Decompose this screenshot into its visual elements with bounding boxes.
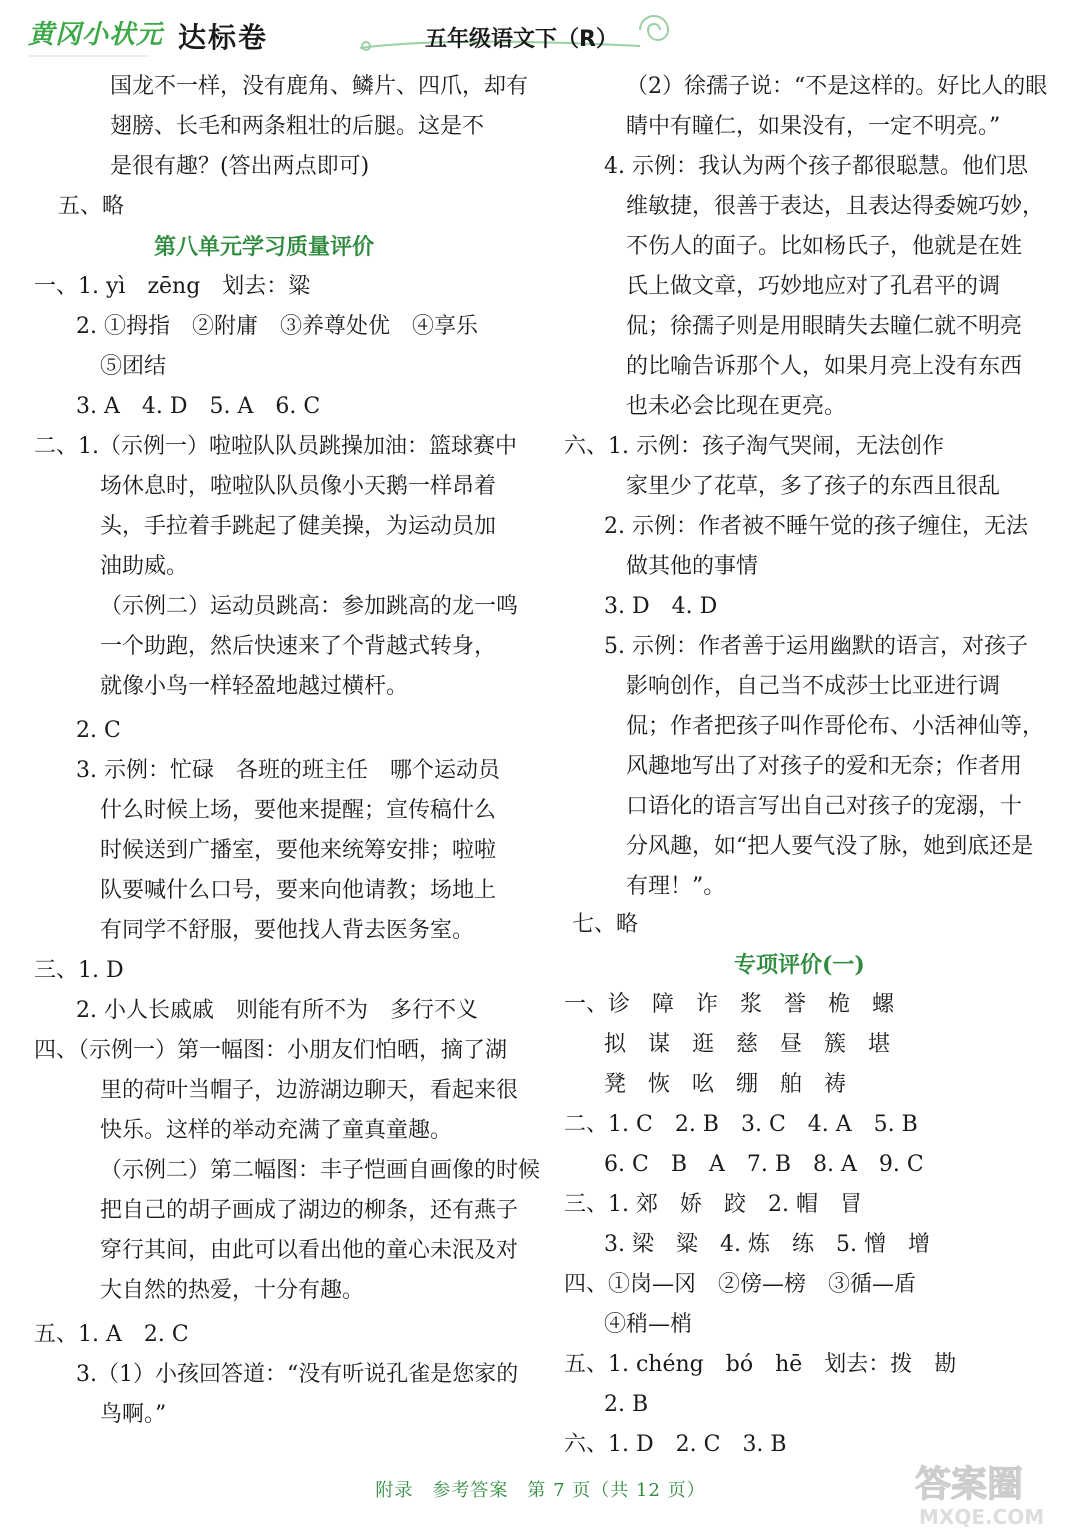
answer-line: 什么时候上场，要他来提醒；宣传稿什么: [100, 798, 497, 823]
answer-line: 做其他的事情: [626, 554, 759, 579]
watermark-logo: [905, 1452, 1075, 1532]
answer-line: 3.（1）小孩回答道：“没有听说孔雀是您家的: [76, 1362, 519, 1387]
answer-line: 6. C B A 7. B 8. A 9. C: [604, 1152, 924, 1177]
brand-logo: 黄冈小状元: [28, 20, 164, 50]
answer-line: 二、1.（示例一）啦啦队队员跳操加油：篮球赛中: [34, 434, 517, 459]
answer-line: 一个助跑，然后快速来了个背越式转身，: [100, 634, 497, 659]
answer-line: 维敏捷，很善于表达，且表达得委婉巧妙，: [626, 194, 1045, 219]
answer-line: 头，手拉着手跳起了健美操，为运动员加: [100, 514, 497, 539]
section-title: 专项评价(一): [734, 952, 865, 978]
answer-line: 侃；作者把孩子叫作哥伦布、小活神仙等，: [626, 714, 1045, 739]
answer-line: 时候送到广播室，要他来统筹安排；啦啦: [100, 838, 497, 863]
answer-line: 3. 梁 粱 4. 炼 练 5. 憎 增: [604, 1232, 930, 1257]
answer-line: 2. 示例：作者被不睡午觉的孩子缠住，无法: [604, 514, 1028, 539]
watermark-url: MXQE.COM: [919, 1505, 1045, 1529]
answer-line: 油助威。: [100, 554, 189, 579]
answer-line: 就像小鸟一样轻盈地越过横杆。: [100, 674, 409, 699]
answer-line: （示例二）第二幅图：丰子恺画自画像的时候: [100, 1158, 541, 1183]
answer-line: ④稍—梢: [604, 1312, 693, 1337]
answer-line: 2. 小人长戚戚 则能有所不为 多行不义: [76, 998, 478, 1023]
answer-line: 有同学不舒服，要他找人背去医务室。: [100, 918, 475, 943]
page-header: [0, 0, 1081, 62]
answer-line: 一、1. yì zēng 划去：粱: [34, 274, 311, 299]
answer-line: 分风趣，如“把人要气没了脉，她到底还是: [626, 834, 1034, 859]
answer-line: 影响创作，自己当不成莎士比亚进行调: [626, 674, 1001, 699]
answer-line: 睛中有瞳仁，如果没有，一定不明亮。”: [626, 114, 1001, 139]
answer-line: 大自然的热爱，十分有趣。: [100, 1278, 365, 1303]
answer-line: 3. 示例：忙碌 各班的班主任 哪个运动员: [76, 758, 500, 783]
answer-line: ⑤团结: [100, 354, 167, 379]
answer-line: 凳 恢 吆 绷 舶 祷: [604, 1072, 847, 1097]
answer-line: 口语化的语言写出自己对孩子的宠溺，十: [626, 794, 1023, 819]
answer-line: 氏上做文章，巧妙地应对了孔君平的调: [626, 274, 1001, 299]
answer-line: 的比喻告诉那个人，如果月亮上没有东西: [626, 354, 1023, 379]
answer-line: 风趣地写出了对孩子的爱和无奈；作者用: [626, 754, 1023, 779]
answer-line: 4. 示例：我认为两个孩子都很聪慧。他们思: [604, 154, 1028, 179]
grade-title: 五年级语文下（R）: [425, 27, 618, 52]
answer-line: 有理！”。: [626, 874, 726, 899]
answer-line: 把自己的胡子画成了湖边的柳条，还有燕子: [100, 1198, 519, 1223]
answer-line: 2. C: [76, 718, 121, 743]
answer-line: 侃；徐孺子则是用眼睛失去瞳仁就不明亮: [626, 314, 1023, 339]
answer-line: 六、1. 示例：孩子淘气哭闹，无法创作: [564, 434, 944, 459]
answer-line: 六、1. D 2. C 3. B: [564, 1432, 787, 1457]
answer-line: 也未必会比现在更亮。: [626, 394, 847, 419]
answer-line: 四、①岗—冈 ②傍—榜 ③循—盾: [564, 1272, 917, 1297]
page-footer: 附录 参考答案 第 7 页（共 12 页）: [375, 1480, 706, 1501]
answer-line: 国龙不一样，没有鹿角、鳞片、四爪，却有: [110, 74, 529, 99]
answer-line: 鸟啊。”: [100, 1402, 167, 1427]
answer-line: 3. D 4. D: [604, 594, 718, 619]
answer-line: （示例二）运动员跳高：参加跳高的龙一鸣: [100, 594, 519, 619]
answer-line: 是很有趣？(答出两点即可): [110, 154, 370, 179]
answer-line: 2. ①拇指 ②附庸 ③养尊处优 ④享乐: [76, 314, 478, 339]
answer-line: 一、诊 障 诈 浆 誉 桅 螺: [564, 992, 895, 1017]
watermark-text: 答案圈: [915, 1464, 1024, 1505]
answer-line: 快乐。这样的举动充满了童真童趣。: [100, 1118, 453, 1143]
answer-line: 家里少了花草，多了孩子的东西且很乱: [626, 474, 1001, 499]
answer-line: 里的荷叶当帽子，边游湖边聊天，看起来很: [100, 1078, 519, 1103]
section-title: 第八单元学习质量评价: [154, 234, 375, 260]
answer-line: 不伤人的面子。比如杨氏子，他就是在姓: [626, 234, 1023, 259]
answer-line: 穿行其间，由此可以看出他的童心未泯及对: [100, 1238, 519, 1263]
answer-line: 2. B: [604, 1392, 649, 1417]
answer-line: 拟 谋 逛 慈 昼 簇 堪: [604, 1032, 891, 1057]
answer-line: 3. A 4. D 5. A 6. C: [76, 394, 321, 419]
answer-line: 队要喊什么口号，要来向他请教；场地上: [100, 878, 497, 903]
answer-line: 二、1. C 2. B 3. C 4. A 5. B: [564, 1112, 918, 1137]
answer-line: 5. 示例：作者善于运用幽默的语言，对孩子: [604, 634, 1028, 659]
answer-line: 翅膀、长毛和两条粗壮的后腿。这是不: [110, 114, 485, 139]
answer-line: 四、（示例一）第一幅图：小朋友们怕晒，摘了湖: [34, 1038, 508, 1063]
series-title: 达标卷: [178, 21, 269, 54]
answer-line: 七、略: [572, 912, 639, 937]
answer-line: （2）徐孺子说：“不是这样的。好比人的眼: [626, 74, 1048, 99]
answer-line: 三、1. 郊 娇 跤 2. 帽 冒: [564, 1192, 862, 1217]
answer-line: 五、略: [58, 194, 125, 219]
answer-line: 三、1. D: [34, 958, 124, 983]
answer-line: 场休息时，啦啦队队员像小天鹅一样昂着: [100, 474, 497, 499]
answer-line: 五、1. chéng bó hē 划去：拨 勘: [564, 1352, 957, 1377]
answer-line: 五、1. A 2. C: [34, 1322, 189, 1347]
